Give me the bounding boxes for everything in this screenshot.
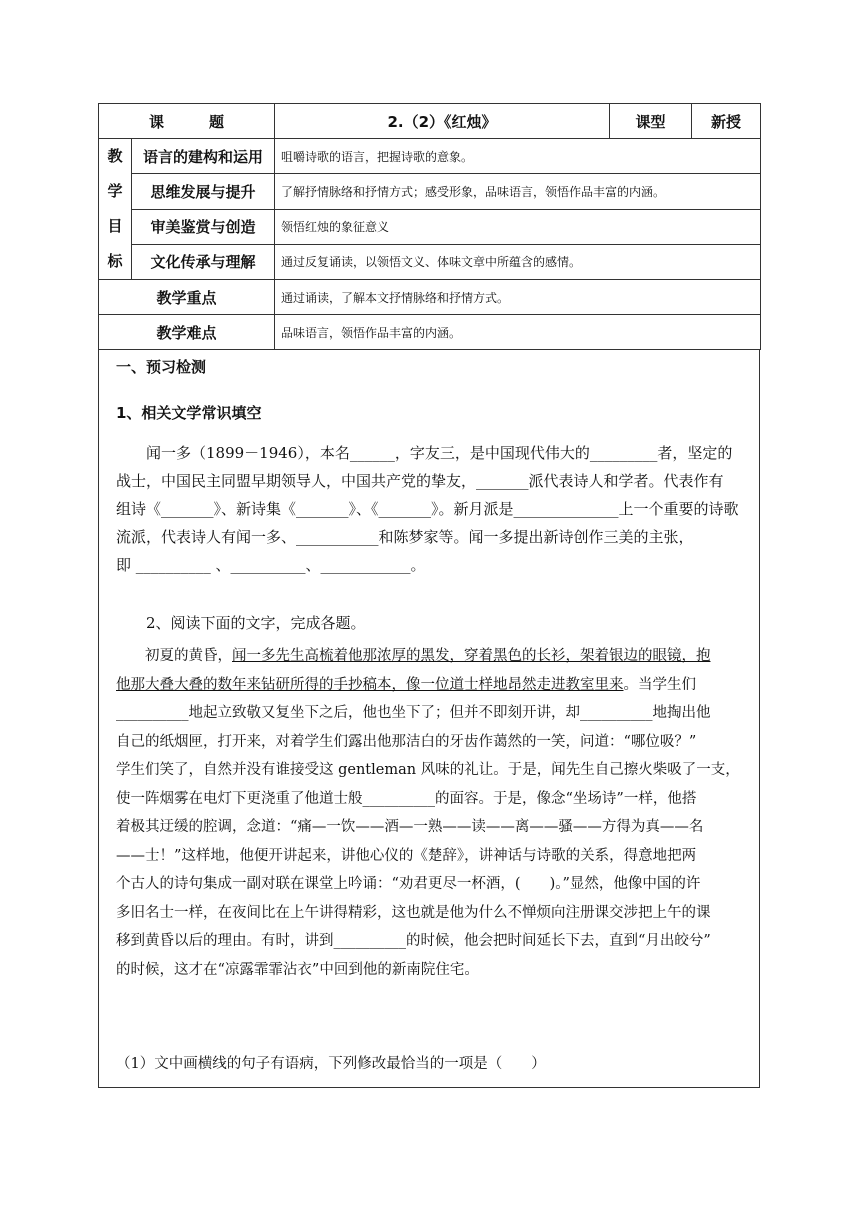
objective-value: 通过反复诵读，以领悟文义、体味文章中所蕴含的感情。 [275,244,761,279]
objective-label: 文化传承与理解 [132,244,275,279]
paragraph-line: 个古人的诗句集成一副对联在课堂上吟诵：“劝君更尽一杯酒，( )。”显然，他像中国的许 [116,876,701,892]
objective-label: 审美鉴赏与创造 [132,209,275,244]
difficulty-label: 教学难点 [99,315,275,350]
paragraph-line: 学生们笑了，自然并没有谁接受这 gentleman 风味的礼让。于是，闻先生自己擦火柴吸了一支， [116,762,740,778]
objective-label: 思维发展与提升 [132,174,275,209]
difficulty-value: 品味语言，领悟作品丰富的内涵。 [275,315,761,350]
reading-question-title: 2、阅读下面的文字，完成各题。 [116,614,366,632]
section-title: 一、预习检测 [116,358,207,376]
paragraph-line: 流派，代表诗人有闻一多、___________和陈梦家等。闻一多提出新诗创作三美的主张， [116,528,694,546]
paragraph-line: 初夏的黄昏， [116,648,232,664]
header-row [99,104,761,139]
objective-label: 语言的建构和运用 [132,139,275,174]
lesson-table [98,103,761,350]
paragraph-line: 着极其迂缓的腔调，念道：“痛—一饮——酒—一熟——读——离——骚——方得为真——名 [116,819,704,835]
paragraph-line: 即 __________ 、__________、____________。 [116,556,426,574]
paragraph-line: __________地起立致敬又复坐下之后，他也坐下了；但并不即刻开讲，却__________地掏出他 [116,705,711,721]
subject-value: 2.（2）《红烛》 [275,104,610,139]
paragraph-line: 闻一多（1899－1946），本名______，字友三，是中国现代伟大的_________者，坚定的 [116,444,733,462]
objective-value: 咀嚼诗歌的语言，把握诗歌的意象。 [275,139,761,174]
focus-value: 通过诵读，了解本文抒情脉络和抒情方式。 [275,280,761,315]
type-value: 新授 [692,104,761,139]
paragraph-line: 战士，中国民主同盟早期领导人，中国共产党的挚友，_______派代表诗人和学者。代表作有 [116,472,724,490]
paragraph-line: 多旧名士一样，在夜间比在上午讲得精彩，这也就是他为什么不惮烦向注册课交涉把上午的课 [116,904,711,921]
focus-label: 教学重点 [99,280,275,315]
subsection-title: 1、相关文学常识填空 [116,404,262,422]
objective-value: 了解抒情脉络和抒情方式；感受形象，品味语言，领悟作品丰富的内涵。 [275,174,761,209]
paragraph-line: 移到黄昏以后的理由。有时，讲到__________的时候，他会把时间延长下去，直到“月出皎兮” [116,933,711,949]
content-area [98,350,760,1088]
underlined-sentence: 他那大叠大叠的数年来钻研所得的手抄稿本，像一位道士样地昂然走进教室里来 [116,676,624,693]
objectives-vertical-label: 教 学 目 标 [99,139,132,280]
literature-fill-paragraph [116,439,746,579]
subject-label: 课 题 [99,104,275,139]
paragraph-line: 使一阵烟雾在电灯下更浇重了他道士般__________的面容。于是，像念“坐场诗”一样，他搭 [116,790,697,807]
paragraph-line: ——士！”这样地，他便开讲起来，讲他心仪的《楚辞》，讲神话与诗歌的关系，得意地把两 [116,847,697,864]
reading-passage [116,642,746,984]
question-1: （1）文中画横线的句子有语病，下列修改最恰当的一项是（ ） [116,1056,546,1072]
type-label: 课型 [610,104,692,139]
objective-value: 领悟红烛的象征意义 [275,209,761,244]
paragraph-line: 的时候，这才在“凉露霏霏沾衣”中回到他的新南院住宅。 [116,961,479,978]
paragraph-line: 。当学生们 [623,676,696,693]
underlined-sentence: 闻一多先生高梳着他那浓厚的黑发，穿着黑色的长衫，架着银边的眼镜，抱 [232,648,711,664]
paragraph-line: 自己的纸烟匣，打开来，对着学生们露出他那洁白的牙齿作蔼然的一笑，问道：“哪位吸？” [116,733,697,750]
lesson-plan-sheet [98,103,760,1088]
paragraph-line: 组诗《_______》、新诗集《_______》、《_______》。新月派是______________上一个重要的诗歌 [116,500,739,518]
